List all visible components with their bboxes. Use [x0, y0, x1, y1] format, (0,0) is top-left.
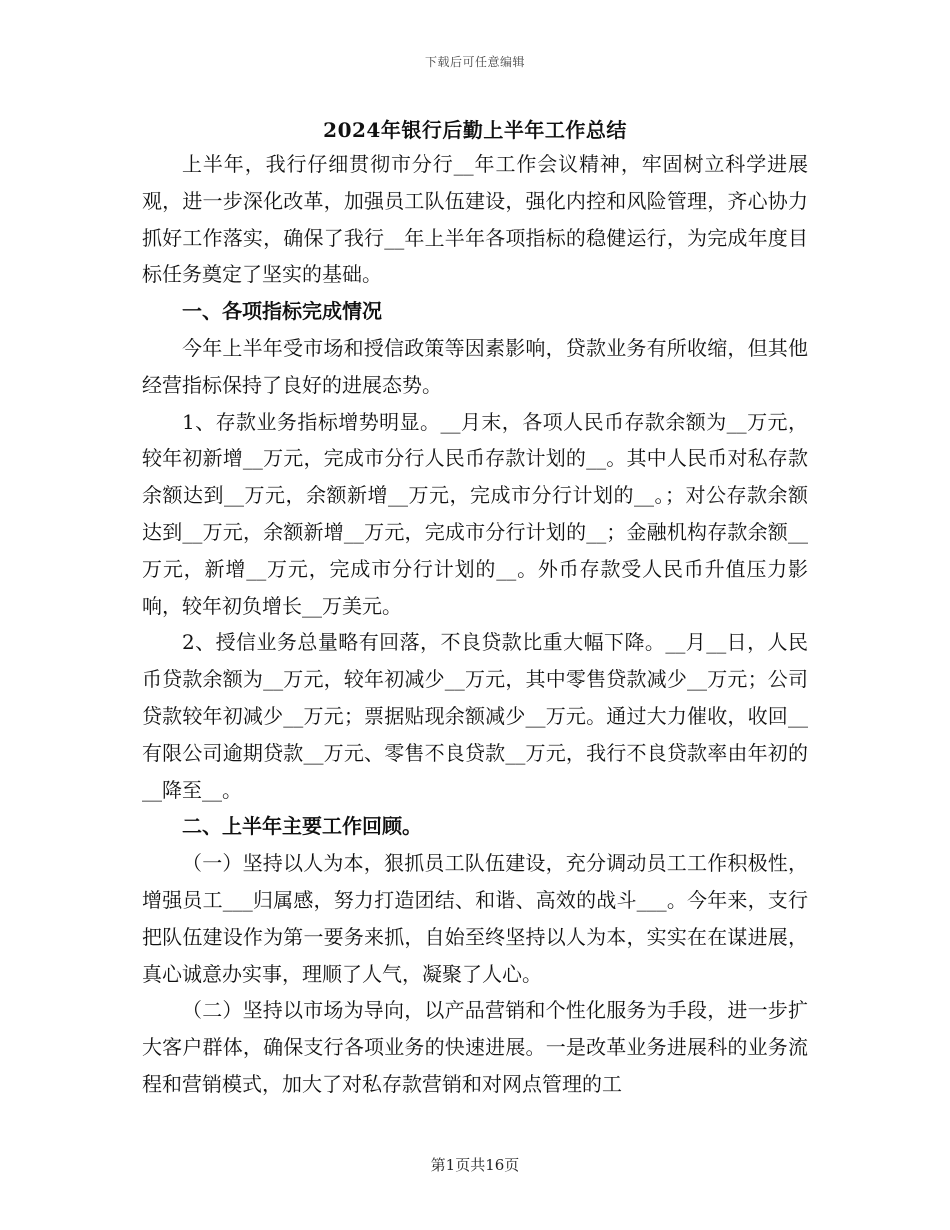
paragraph-people: （一）坚持以人为本，狠抓员工队伍建设，充分调动员工工作积极性，增强员工___归属感，努力打造团结、和谐、高效的战斗___。今年来，支行把队伍建设作为第一要务来抓，自始至终坚持以人为本，实实在在谋进展，真心诚意办实事，理顺了人气，凝聚了人心。	[142, 851, 808, 986]
page-number: 第1页共16页	[430, 1156, 520, 1174]
paragraph-market: （二）坚持以市场为导向，以产品营销和个性化服务为手段，进一步扩大客户群体，确保支行各项业务的快速进展。一是改革业务进展科的业务流程和营销模式，加大了对私存款营销和对网点管理的工	[142, 998, 808, 1096]
document-title: 2024年银行后勤上半年工作总结	[323, 118, 627, 142]
document-body	[142, 146, 808, 1103]
paragraph-overview: 今年上半年受市场和授信政策等因素影响，贷款业务有所收缩，但其他经营指标保持了良好的进展态势。	[142, 335, 808, 397]
paragraph-intro: 上半年，我行仔细贯彻市分行__年工作会议精神，牢固树立科学进展观，进一步深化改革，加强员工队伍建设，强化内控和风险管理，齐心协力抓好工作落实，确保了我行__年上半年各项指标的稳健运行，为完成年度目标任务奠定了坚实的基础。	[142, 152, 808, 287]
paragraph-deposits: 1、存款业务指标增势明显。__月末，各项人民币存款余额为__万元，较年初新增__万元，完成市分行人民币存款计划的__。其中人民币对私存款余额达到__万元，余额新增__万元，完成市分行计划的__。；对公存款余额达到__万元，余额新增__万元，完成市分行计划的__；金融机构存款余额__万元，新增__万元，完成市分行计划的__。外币存款受人民币升值压力影响，较年初负增长__万美元。	[142, 409, 808, 618]
paragraph-credit: 2、授信业务总量略有回落，不良贷款比重大幅下降。__月__日，人民币贷款余额为__万元，较年初减少__万元，其中零售贷款减少__万元；公司贷款较年初减少__万元；票据贴现余额减少__万元。通过大力催收，收回__有限公司逾期贷款__万元、零售不良贷款__万元，我行不良贷款率由年初的__降至__。	[142, 630, 808, 802]
section-heading-1: 一、各项指标完成情况	[182, 299, 382, 324]
page-header-note: 下载后可任意编辑	[424, 55, 525, 69]
section-heading-2: 二、上半年主要工作回顾。	[182, 814, 422, 839]
